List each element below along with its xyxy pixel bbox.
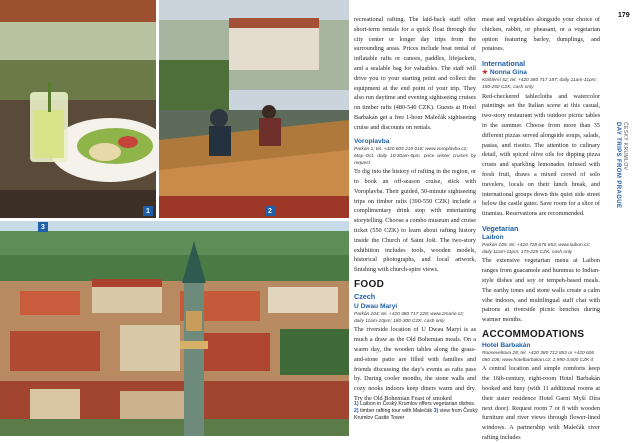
photo-number-badge: 1	[143, 206, 153, 216]
venue-name-hotel-barbakan: Hotel Barbakán	[482, 341, 531, 349]
venue-info: 150-250 CZK, cash only	[482, 85, 534, 91]
venue-info: 050 106; www.hotelbarbakan.cz; 1,990-3,600 CZK d	[482, 358, 594, 364]
photo-timber-rafting	[159, 0, 349, 218]
subheading-international: International	[482, 59, 526, 69]
venue-name-u-dwau-maryi: U Dwau Maryí	[354, 302, 398, 310]
feast-paragraph: meat and vegetables alongside your choice of chicken, rabbit, or pheasant, or a vegetarian option featuring barley, dumplings, and potatoes.	[482, 16, 600, 53]
venue-info: Klášterní 52; tel. +420 380 717 187; daily 11am-11pm;	[482, 78, 597, 84]
chapter-side-tab	[612, 122, 632, 232]
chapter-title: DAY TRIPS FROM PRAGUE	[615, 122, 621, 209]
subheading-czech: Czech	[354, 291, 376, 301]
page-number: 179	[618, 12, 630, 19]
text-column-2	[482, 15, 600, 443]
venue-info: daily 11am-10pm; 180-300 CZK, cash only	[354, 319, 445, 325]
venue-name-voroplavba: Voroplavba	[354, 137, 390, 145]
venue-name-nonna-gina: ★ Nonna Gina	[482, 69, 527, 77]
venue-info: Parkán 1; tel. +420 605 219 018; www.voroplavba.cz;	[354, 146, 468, 152]
venue-info: daily 11am-11pm; 175-225 CZK, cash only	[482, 250, 573, 256]
rafting-paragraph: recreational rafting. The laid-back staff offer short-term rentals for a quick float through the city center or longer day trips from the surrounding areas. Prices include boat rental of inflatable rafts or canoes, paddles, lifejackets, and a sealable bag for valuables. The staff will drive you to your starting point and collect the equipment at the end point of your trip. They also run daytime and evening sightseeing cruises on timber rafts (480-540 CZK). Guests at Hotel Barbakán get a free 1-hour Malečák sightseeing cruise and discounts on rentals.	[354, 16, 476, 131]
text-column-1	[354, 15, 476, 404]
venue-info: Rooseveltova 28; tel. +420 380 712 853 or +420 606	[482, 350, 595, 356]
chapter-subtitle: ČESKÝ KRUMLOV	[622, 122, 628, 171]
photo-number-badge: 2	[265, 206, 275, 216]
photo-caption: 1) Laibon in Český Krumlov offers vegetarian dishes. 2) timber rafting tour with Malečák 3) view from Český Krumlov Castle Tower	[354, 401, 478, 422]
nonna-gina-paragraph: Red-checkered tablecloths and watercolor paintings set the Italian scene at this casual, two-story restaurant with outdoor picnic tables in the summer. Choose from more than 35 different pizzas served alongside soups, salads, pastas, and risotto. The attention to culinary detail, with spiced olive oils for dipping pizza crusts and sparkling lemonades infused with fresh fruit, draws a mixed crowd of solo travelers, locals on their lunch break, and international groups down this quiet side street below the castle gates. Save room for a slice of tiramisu. Reservations are recommended.	[482, 92, 600, 218]
venue-info: May.-Oct. daily 10:30am-6pm, price winter cruises by request	[354, 153, 476, 166]
u-dwau-maryi-paragraph: The riverside location of U Dwau Maryí is as much a draw as the Old Bohemian meals. On a warm day, the wooden tables along the grass-and-stone patio are filled with families and friends discussing the day's events as rafts pass by. During cooler months, the stone walls and cozy nooks indoors keep diners warm and dry. Try the Old Bohemian Feast of smoked	[354, 326, 476, 402]
section-heading-accommodations: ACCOMMODATIONS	[482, 328, 585, 340]
photo-castle-view	[0, 221, 349, 436]
venue-info: Parkán 105; tel. +420 728 676 654; www.laibon.cz;	[482, 242, 591, 248]
star-icon: ★	[482, 69, 488, 77]
laibon-paragraph: The extensive vegetarian menu at Laibon ranges from guacamole and hummus to Indian-style dishes and soy or tempeh-based meals. The earthy tones and stone walls create a calm vibe indoors, and multilingual staff chat with patrons at riverside picnic benches during warmer months.	[482, 257, 600, 324]
photo-number-badge: 3	[38, 222, 48, 232]
hotel-barbakan-paragraph: A central location and simple comforts keep the 16th-century, eight-room Hotel Barbakán booked and busy (with 11 additional rooms at their sister residence Hotel Garni Myší Díra next door). Request room 7 or 8 with wooden furniture and river views through flower-lined windows. A partnership with Malečák river rafting includes	[482, 365, 600, 441]
voroplavba-paragraph: To dig into the history of rafting in the region, or to book an off-season cruise, stick with Voroplavba. Their guided, 50-minute sightseeing trips on timber rafts (390-550 CZK) include a complimentary drink stop with entertaining storytelling. Choose a combo museum and cruise ticket (550 CZK) to learn about rafting history inside the Church of Saint Jošt. The two-story exhibition includes tools, wooden models, historical photographs, and local artwork, finishing with church-spire views.	[354, 168, 476, 274]
section-heading-food: FOOD	[354, 278, 385, 290]
venue-info: Parkán 104; tel. +420 380 717 228; www.2marie.cz;	[354, 311, 464, 317]
photo-laibon-dish	[0, 0, 156, 218]
venue-name-laibon: Laibon	[482, 233, 504, 241]
subheading-vegetarian: Vegetarian	[482, 223, 519, 233]
